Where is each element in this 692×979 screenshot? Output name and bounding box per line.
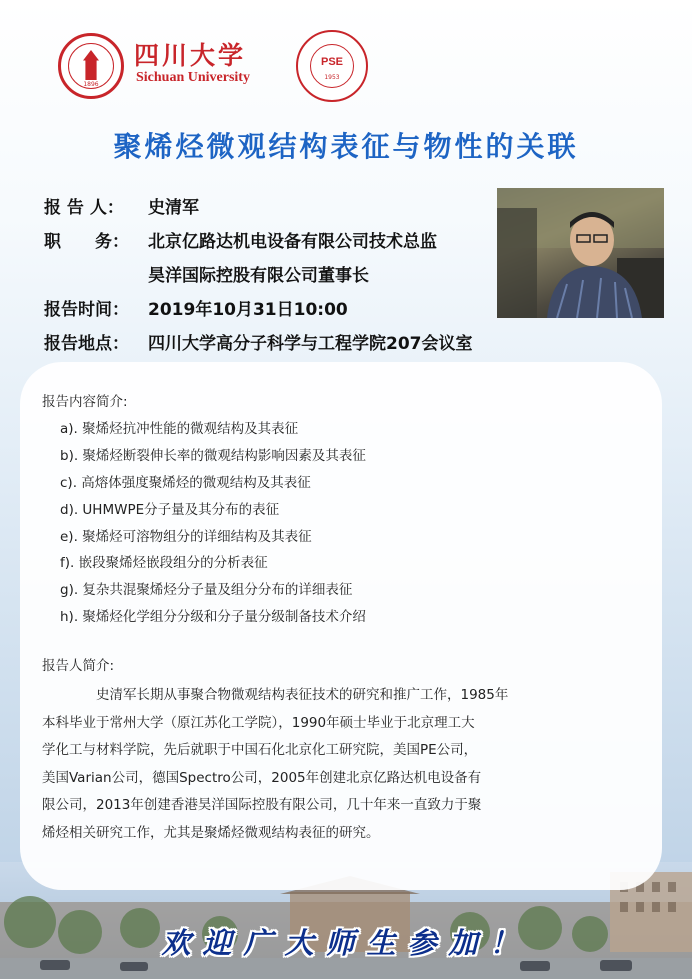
reporter-label: 报 告 人： — [44, 197, 124, 218]
bio-paragraph — [42, 682, 628, 847]
place-row — [44, 324, 473, 358]
content-item: e). 聚烯烃可溶物组分的详细结构及其表征 — [60, 528, 312, 545]
place-label: 报告地点： — [44, 333, 129, 354]
time-value: 2019年10月31日10:00 — [148, 299, 348, 320]
lecture-title: 聚烯烃微观结构表征与物性的关联 — [113, 130, 579, 163]
reporter-name: 史清军 — [148, 197, 199, 218]
position-2: 昊洋国际控股有限公司董事长 — [148, 265, 369, 286]
bio-line: 限公司，2013年创建香港昊洋国际控股有限公司，几十年来一直致力于聚 — [42, 797, 482, 813]
university-name-en: Sichuan University — [136, 70, 250, 85]
content-item: h). 聚烯烃化学组分分级和分子量分级制备技术介绍 — [60, 608, 366, 625]
content-item: c). 高熔体强度聚烯烃的微观结构及其表征 — [60, 474, 311, 491]
bio-line: 本科毕业于常州大学（原江苏化工学院），1990年硕士毕业于北京理工大 — [42, 714, 475, 731]
content-item: f). 嵌段聚烯烃嵌段组分的分析表征 — [60, 555, 268, 572]
place-value: 四川大学高分子科学与工程学院207会议室 — [148, 333, 473, 354]
bio-heading: 报告人简介: — [42, 658, 115, 674]
pse-logo-year: 1953 — [324, 74, 340, 81]
speaker-photo — [497, 188, 664, 318]
bio-line: 史清军长期从事聚合物微观结构表征技术的研究和推广工作，1985年 — [96, 687, 509, 703]
bio-line: 烯烃相关研究工作，尤其是聚烯烃微观结构表征的研究。 — [42, 824, 380, 841]
content-item-list — [60, 414, 366, 628]
content-item: a). 聚烯烃抗冲性能的微观结构及其表征 — [60, 421, 299, 438]
seal-year: 1896 — [83, 81, 99, 88]
university-name-cn: 四川大学 — [134, 41, 247, 70]
sichuan-university-seal-logo — [58, 33, 124, 99]
reporter-row — [44, 188, 473, 222]
content-card — [20, 362, 662, 890]
pse-logo-text: PSE — [320, 56, 343, 68]
time-row — [44, 290, 473, 324]
welcome-banner: 欢迎广大师生参加！ — [161, 926, 531, 960]
bio-line: 美国Varian公司，德国Spectro公司，2005年创建北京亿路达机电设备有 — [42, 769, 482, 786]
time-label: 报告时间： — [44, 299, 129, 320]
pse-college-logo — [296, 30, 368, 102]
position-label: 职 务： — [44, 231, 129, 252]
content-item: b). 聚烯烃断裂伸长率的微观结构影响因素及其表征 — [60, 448, 366, 465]
speaker-info — [44, 188, 473, 358]
position-1: 北京亿路达机电设备有限公司技术总监 — [148, 231, 437, 252]
position-row-2 — [44, 256, 473, 290]
position-row — [44, 222, 473, 256]
bio-line: 学化工与材料学院，先后就职于中国石化北京化工研究院，美国PE公司， — [42, 742, 478, 758]
content-item: g). 复杂共混聚烯烃分子量及组分分布的详细表征 — [60, 582, 353, 599]
content-item: d). UHMWPE分子量及其分布的表征 — [60, 501, 280, 518]
content-heading: 报告内容简介: — [42, 394, 128, 410]
